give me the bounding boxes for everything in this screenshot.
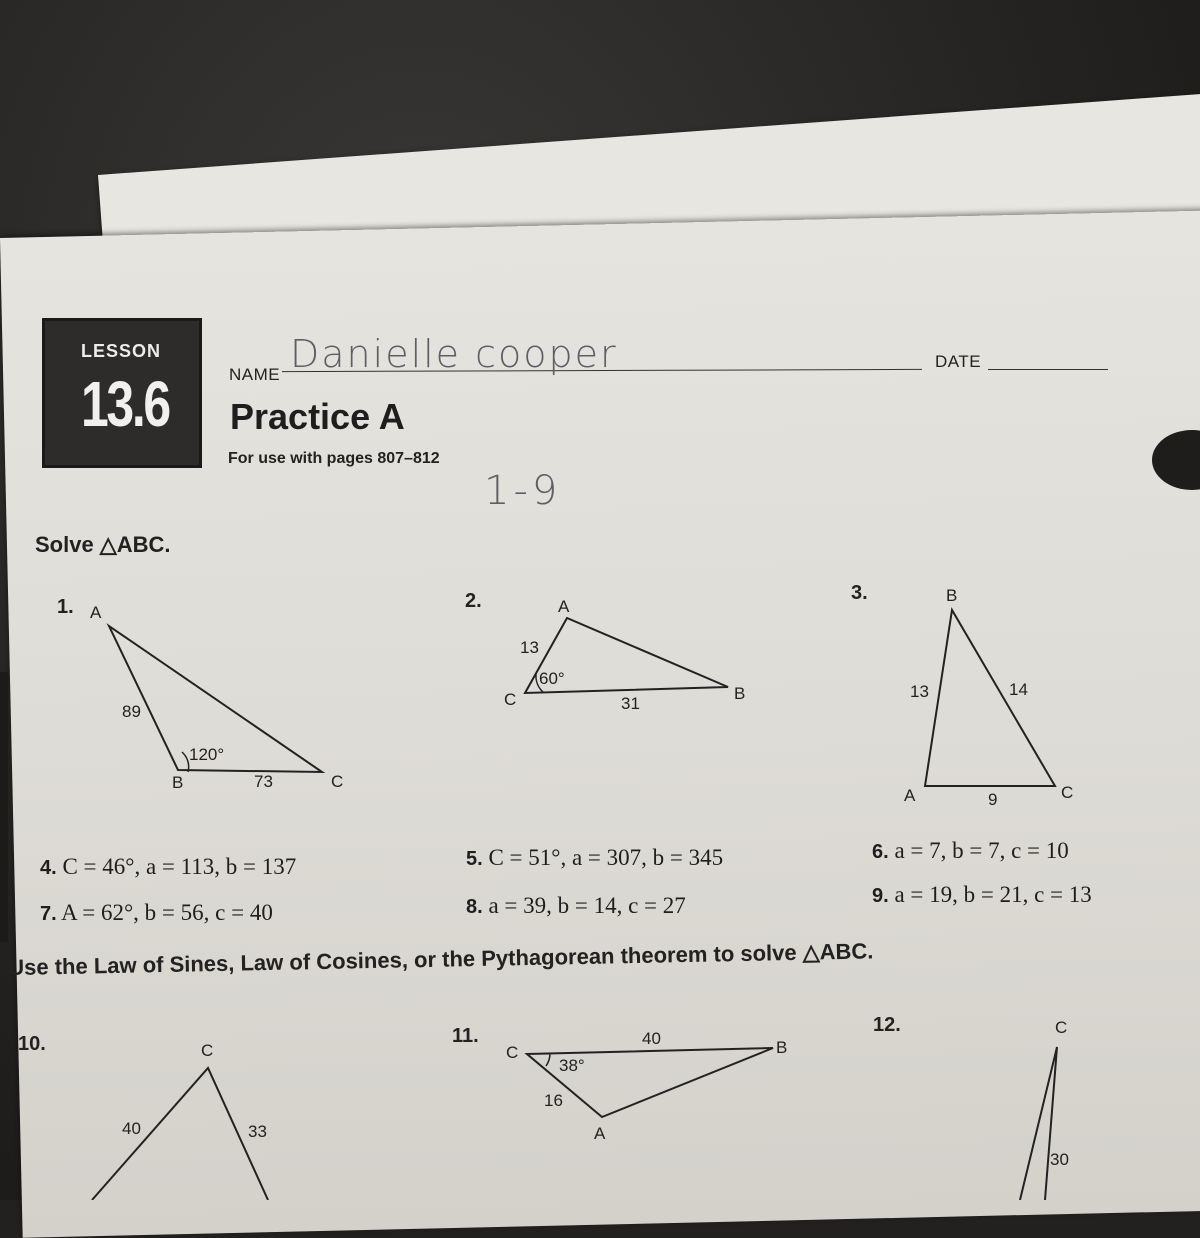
p12-vertex-c: C: [1055, 1018, 1068, 1037]
section1-instruction: Solve △ABC.: [35, 532, 171, 557]
p10-vertex-c: C: [201, 1041, 214, 1060]
problem-2-number: 2.: [465, 590, 482, 612]
name-label: NAME: [229, 365, 281, 384]
triangle-10: [92, 1068, 268, 1200]
date-label: DATE: [935, 352, 982, 371]
page-title: Practice A: [230, 396, 405, 437]
p2-vertex-a: A: [558, 597, 570, 616]
p1-vertex-a: A: [90, 603, 102, 622]
problem-9: 9. a = 19, b = 21, c = 13: [872, 882, 1092, 907]
p10-side-33: 33: [248, 1122, 267, 1141]
p3-side-9: 9: [988, 790, 998, 809]
p1-side-89: 89: [122, 702, 141, 721]
angle-arc-11: [546, 1053, 550, 1066]
p11-vertex-c: C: [506, 1043, 519, 1062]
problem-10-number: 10.: [18, 1033, 46, 1055]
p10-side-40: 40: [122, 1119, 141, 1138]
p12-side-30: 30: [1050, 1150, 1069, 1169]
lesson-number: 13.6: [81, 368, 169, 440]
p3-vertex-a: A: [904, 786, 916, 805]
p11-side-16: 16: [544, 1091, 563, 1110]
problem-3-number: 3.: [851, 582, 868, 604]
p2-side-13: 13: [520, 638, 539, 657]
problem-8: 8. a = 39, b = 14, c = 27: [466, 893, 686, 918]
p11-vertex-b: B: [776, 1038, 788, 1057]
assignment-note: 1-9: [484, 468, 562, 514]
problem-7: 7. A = 62°, b = 56, c = 40: [40, 900, 273, 925]
p2-vertex-b: B: [734, 684, 746, 703]
p3-vertex-b: B: [946, 586, 958, 605]
p1-angle-120: 120°: [189, 745, 225, 764]
triangle-12: [1020, 1047, 1057, 1200]
problem-11-number: 11.: [452, 1025, 479, 1047]
problem-5: 5. C = 51°, a = 307, b = 345: [466, 845, 724, 870]
p11-side-40: 40: [642, 1029, 661, 1048]
p1-vertex-b: B: [172, 773, 184, 792]
p11-angle-38: 38°: [559, 1056, 585, 1075]
p2-vertex-c: C: [504, 690, 517, 709]
page-subtitle: For use with pages 807–812: [228, 450, 440, 467]
triangle-3: [925, 610, 1055, 786]
problem-4: 4. C = 46°, a = 113, b = 137: [40, 854, 297, 879]
lesson-word: LESSON: [81, 341, 162, 361]
problem-1-number: 1.: [57, 596, 74, 618]
section2-instruction: Use the Law of Sines, Law of Cosines, or the Pythagorean theorem to solve △ABC.: [8, 938, 874, 980]
p1-side-73: 73: [254, 772, 273, 791]
p3-side-13: 13: [910, 682, 929, 701]
p3-side-14: 14: [1009, 680, 1028, 699]
p11-vertex-a: A: [594, 1124, 606, 1143]
p1-vertex-c: C: [331, 772, 344, 791]
problem-6: 6. a = 7, b = 7, c = 10: [872, 838, 1069, 863]
p3-vertex-c: C: [1061, 783, 1074, 802]
problem-12-number: 12.: [873, 1014, 901, 1036]
angle-arc-1: [182, 752, 189, 772]
student-name: Danielle cooper: [290, 332, 618, 376]
p2-side-31: 31: [621, 694, 640, 713]
p2-angle-60: 60°: [539, 669, 565, 688]
